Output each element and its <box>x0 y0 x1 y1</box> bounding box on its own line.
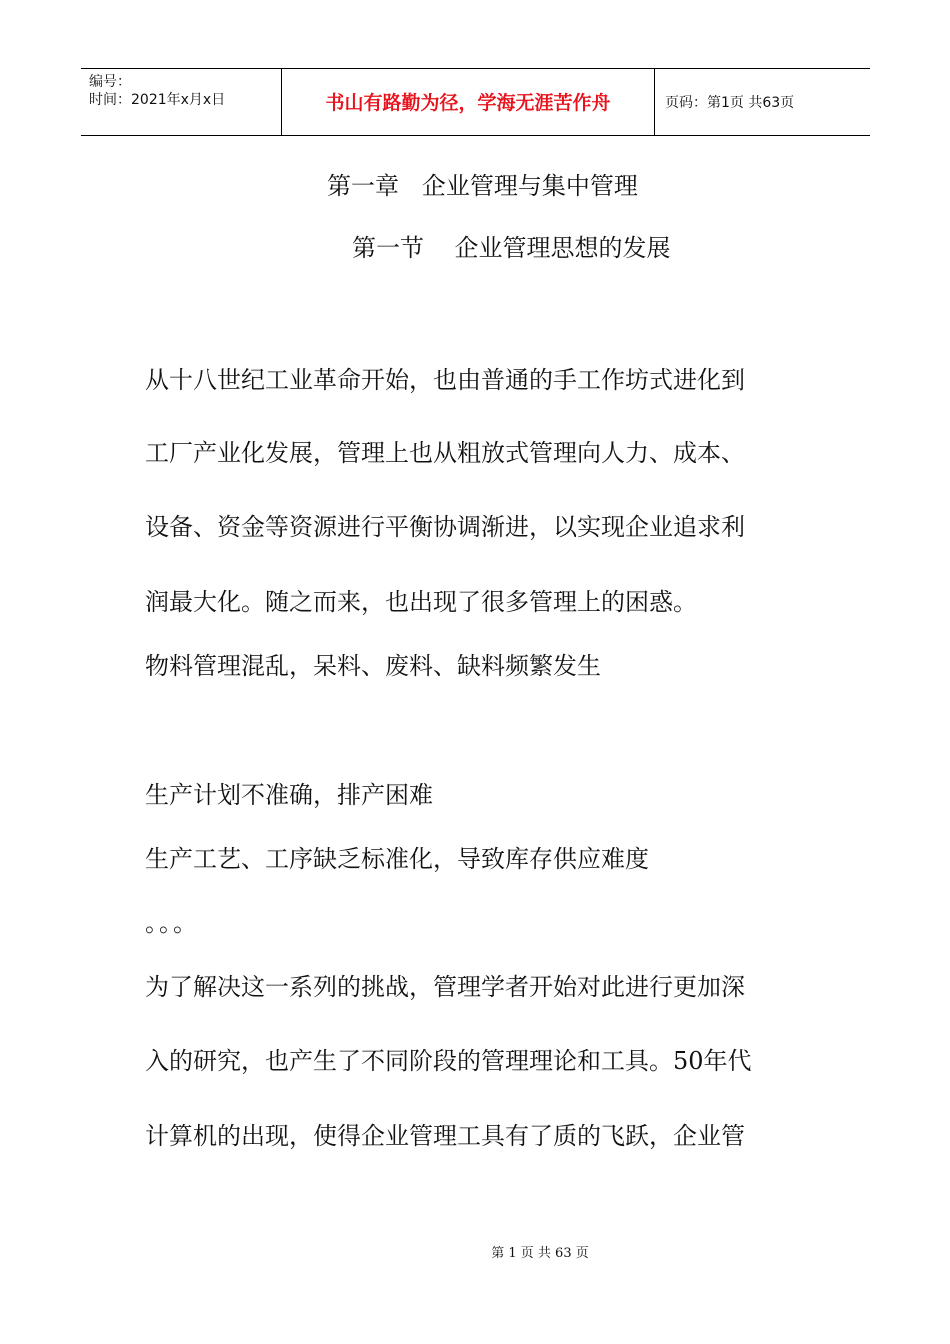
body-line: 生产工艺、工序缺乏标准化，导致库存供应难度 <box>145 845 649 873</box>
header-motto: 书山有路勤为径，学海无涯苦作舟 <box>325 92 611 114</box>
header-left-cell <box>81 69 281 135</box>
page-header <box>81 68 870 136</box>
body-line-ellipsis: 。。。 <box>145 909 199 937</box>
body-line: 设备、资金等资源进行平衡协调渐进，以实现企业追求利 <box>145 513 745 541</box>
body-line: 生产计划不准确，排产困难 <box>145 781 433 809</box>
body-line: 入的研究，也产生了不同阶段的管理理论和工具。50年代 <box>145 1047 752 1075</box>
document-number-label: 编号： <box>89 74 131 90</box>
body-line: 润最大化。随之而来，也出现了很多管理上的困惑。 <box>145 588 697 616</box>
body-line: 为了解决这一系列的挑战，管理学者开始对此进行更加深 <box>145 973 745 1001</box>
body-line: 物料管理混乱，呆料、废料、缺料频繁发生 <box>145 652 601 680</box>
header-motto-cell <box>281 69 655 135</box>
body-line: 从十八世纪工业革命开始，也由普通的手工作坊式进化到 <box>145 366 745 394</box>
body-line: 工厂产业化发展，管理上也从粗放式管理向人力、成本、 <box>145 439 745 467</box>
document-date-label: 时间：2021年x月x日 <box>89 92 226 108</box>
chapter-title: 第一章 企业管理与集中管理 <box>327 172 638 200</box>
section-title: 第一节 企业管理思想的发展 <box>352 234 671 262</box>
page-footer: 第 1 页 共 63 页 <box>491 1246 589 1261</box>
header-page-info: 页码：第1页 共63页 <box>665 95 795 111</box>
header-right-cell <box>655 69 870 135</box>
body-line: 计算机的出现，使得企业管理工具有了质的飞跃，企业管 <box>145 1122 745 1150</box>
